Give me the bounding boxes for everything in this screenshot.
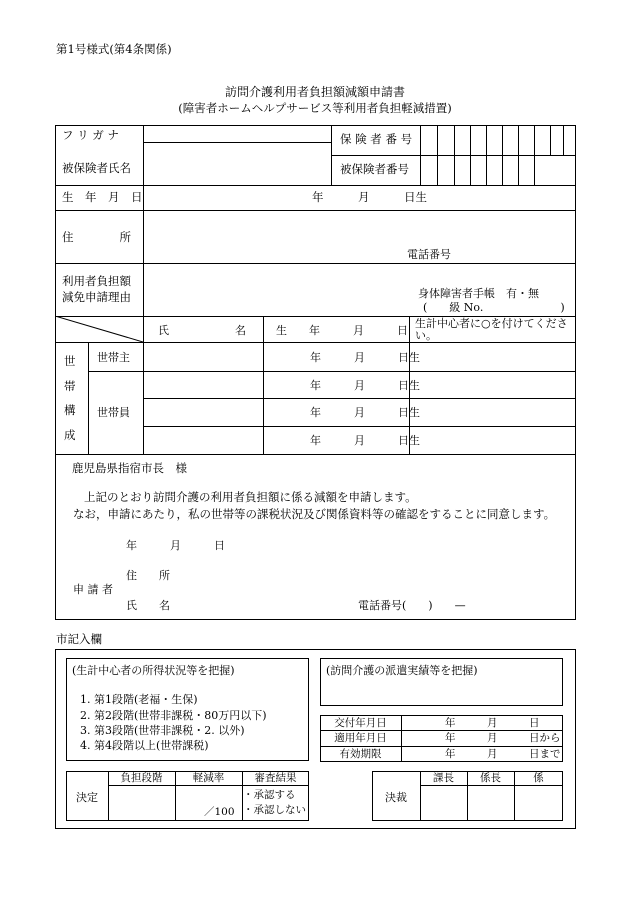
col-stage-header: 負担段階 bbox=[120, 772, 163, 784]
reject-option: ・承認しない bbox=[243, 804, 306, 816]
applicant-address-label: 住 所 bbox=[126, 569, 170, 582]
row-date-2: 年 月 日生 bbox=[310, 379, 420, 392]
declaration-line-2: なお，申請にあたり，私の世帯等の課税状況及び関係資料等の確認をすることに同意します。 bbox=[73, 507, 556, 521]
name-label: 被保険者氏名 bbox=[62, 161, 131, 175]
col-result-header: 審査結果 bbox=[254, 772, 297, 784]
row-date-3: 年 月 日生 bbox=[310, 406, 420, 419]
page-subtitle: (障害者ホームヘルプサービス等利用者負担軽減措置) bbox=[178, 101, 452, 115]
form-number: 第1号様式(第4条関係) bbox=[56, 42, 172, 56]
col-note-header: 生計中心者に○を付けてください。 bbox=[415, 317, 568, 342]
member-label: 世帯員 bbox=[97, 406, 130, 419]
stage-1: 1. 第1段階(老福・生保) bbox=[80, 693, 198, 706]
col-birth-header: 生 年 月 日 bbox=[276, 324, 408, 337]
date-row-label-3: 有効期限 bbox=[339, 748, 382, 760]
subchief-header: 係長 bbox=[480, 772, 501, 784]
col-rate-header: 軽減率 bbox=[192, 772, 225, 784]
income-title: (生計中心者の所得状況等を把握) bbox=[72, 664, 235, 677]
rate-suffix: ／100 bbox=[204, 806, 235, 818]
birth-label: 生 年 月 日 bbox=[62, 190, 143, 204]
declaration-line-1: 上記のとおり訪問介護の利用者負担額に係る減額を申請します。 bbox=[84, 490, 417, 504]
insurer-no-label: 保 険 者 番 号 bbox=[340, 132, 413, 146]
service-title: (訪問介護の派遣実績等を把握) bbox=[326, 664, 478, 677]
head-label: 世帯主 bbox=[97, 351, 130, 364]
applicant-label: 申 請 者 bbox=[73, 583, 113, 596]
approval-label: 決裁 bbox=[385, 791, 407, 804]
date-row-label-1: 交付年月日 bbox=[334, 717, 387, 729]
address-label: 住 所 bbox=[62, 230, 131, 244]
applicant-name-label: 氏 名 bbox=[126, 599, 170, 612]
furigana-label: フ リ ガ ナ bbox=[62, 128, 119, 142]
birth-value: 年 月 日生 bbox=[312, 190, 427, 204]
declaration-date: 年 月 日 bbox=[126, 539, 225, 552]
diagonal-header-cell bbox=[55, 316, 143, 342]
stage-3: 3. 第3段階(世帯非課税・2. 以外) bbox=[80, 724, 245, 737]
approve-option: ・承認する bbox=[243, 789, 296, 801]
staff-header: 係 bbox=[533, 772, 544, 784]
date-row-label-2: 適用年月日 bbox=[334, 732, 387, 744]
row-date-4: 年 月 日生 bbox=[310, 434, 420, 447]
date-row-value-2: 年 月 日から bbox=[445, 732, 561, 744]
household-label-1: 世 bbox=[64, 354, 76, 368]
row-date-1: 年 月 日生 bbox=[310, 351, 420, 364]
date-row-value-3: 年 月 日まで bbox=[445, 748, 561, 760]
applicant-phone-label: 電話番号( ) — bbox=[358, 599, 466, 612]
household-label-4: 成 bbox=[64, 428, 76, 442]
date-row-value-1: 年 月 日 bbox=[445, 717, 540, 729]
insured-no-label: 被保険者番号 bbox=[340, 162, 409, 176]
addressee: 鹿児島県指宿市長 様 bbox=[72, 461, 187, 475]
reason-label-2: 減免申請理由 bbox=[62, 290, 131, 304]
stage-2: 2. 第2段階(世帯非課税・80万円以下) bbox=[80, 709, 267, 722]
handbook-line-2: ( 級 No. ) bbox=[423, 301, 565, 314]
handbook-line-1: 身体障害者手帳 有・無 bbox=[418, 287, 539, 300]
page-title: 訪問介護利用者負担額減額申請書 bbox=[224, 85, 405, 99]
chief-header: 課長 bbox=[433, 772, 454, 784]
household-label-2: 帯 bbox=[64, 379, 76, 393]
household-label-3: 構 bbox=[64, 403, 76, 417]
phone-label: 電話番号 bbox=[407, 248, 451, 261]
col-name-header: 氏 名 bbox=[158, 324, 246, 337]
decision-label: 決定 bbox=[76, 791, 98, 804]
reason-label-1: 利用者負担額 bbox=[62, 274, 131, 288]
office-section-title: 市記入欄 bbox=[56, 632, 102, 646]
stage-4: 4. 第4段階以上(世帯課税) bbox=[80, 739, 209, 752]
